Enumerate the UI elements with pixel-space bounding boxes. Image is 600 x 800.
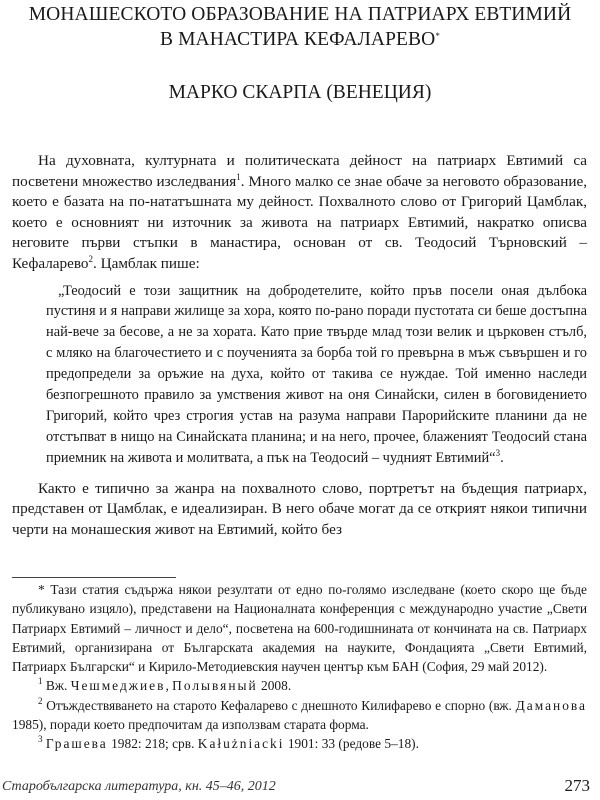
article-title <box>0 2 600 52</box>
body-paragraph-2: Както е типично за жанра на похвалното слово, портретът на бъдещия патриарх, представен от Цамблак, е идеализиран. В него обаче могат да се открият някои типични черти на монашеския живот на Евтимий, който без <box>12 479 587 538</box>
title-line-2-text: В МАНАСТИРА КЕФАЛАРЕВО <box>160 29 436 50</box>
title-line-1: МОНАШЕСКОТО ОБРАЗОВАНИЕ НА ПАТРИАРХ ЕВТИМИЙ <box>28 4 572 25</box>
footnote-star: * Тази статия съдържа някои резултати от едно по-голямо изследване (което скоро ще бъде публикувано изцяло), представени на Националната конференция с международно участие „Свети Патриарх Евтимий – личност и дело“, посветена на 600-годишнината от кончината на св. Патриарх Евтимий, организирана от Българската академия на науките, Фондацията „Свети Евтимий, Патриарх Български“ и Кирило-Методиевския научен център към БАН (София, 29 май 2012). <box>12 582 587 675</box>
cited-author: Полывяный <box>172 678 258 694</box>
title-line-2 <box>0 27 600 52</box>
quote-text: „Теодосий е този защитник на добродетелите, който пръв посели оная дълбока пустиня и я направи жилище за хора, която по-рано поради пустотата си беше достъпна най-вече за бесове, а не за хората. Като прие твърде млад този велик и църковен стълб, с мляко на благочестието и с поученията за борба той го превърна в мъж съвършен и го предопредели за оръжие на духа, който от такива се нуждае. Той именно наследи безпогрешното правило за умствения живот на оня Синайски, силен в боговидението Григорий, който чрез строгия устав на разума направи Парорийските планини да не отстъпват в нищо на Синайската планина; и на него, прочее, блаженият Теодосий стана приемник на живота и молитвата, а пък на Теодосий – чудният Евтимий“ <box>46 282 587 466</box>
article-author: МАРКО СКАРПА (ВЕНЕЦИЯ) <box>168 82 432 103</box>
footnotes <box>12 580 587 754</box>
footnote-ref-3[interactable]: 3 <box>495 447 501 458</box>
quote-end: . <box>500 449 504 466</box>
title-note-mark[interactable]: * <box>435 31 440 41</box>
article-body <box>12 151 587 541</box>
footnote-3 <box>12 734 587 753</box>
footnote-text: 2008. <box>261 678 292 694</box>
footnote-text: Вж. <box>45 678 68 694</box>
footnote-1: $^1$ Вж. Чешмеджиев, Полывяный 2008. <box>38 676 292 694</box>
footnote-text: 1982: 218; срв. <box>111 736 195 752</box>
footnote-2 <box>12 696 587 735</box>
body-text: На духовната, културната и политическата дейност на патриарх Евтимий са посветени множество изследвания <box>12 152 587 190</box>
block-quote <box>12 281 587 469</box>
footnote-ref-2[interactable]: 2 <box>88 253 94 264</box>
cited-author: Даманова <box>515 697 587 713</box>
body-text: . Цамблак пише: <box>93 254 200 272</box>
body-paragraph-1 <box>12 151 587 275</box>
journal-name: Старобългарска литература, кн. 45–46, 2012 <box>2 779 276 794</box>
cited-author: Kałużniacki <box>197 736 285 752</box>
cited-author: Чешмеджиев <box>70 678 166 694</box>
page-number: 273 <box>564 776 590 795</box>
footnote-ref-1[interactable]: 1 <box>236 171 241 182</box>
cited-author: Грашева <box>45 736 108 752</box>
footnote-number: 2 <box>38 695 43 706</box>
footnote-text: 1985), поради което предпочитам да използвам старата форма. <box>12 717 369 733</box>
footnote-divider <box>12 577 176 578</box>
footnote-text: 1901: 33 (редове 5–18). <box>287 736 419 752</box>
body-text: . Много малко се знае обаче за неговото образование, което е базата на по-нататъшната му дейност. Похвалното слово от Григорий Цамблак, което е основният ни източник за живота на патриарх Евтимий, накратко описва неговите първи стъпки в манастира, основан от св. Теодосий Търновский – Кефаларево <box>12 172 588 272</box>
footnote-text: Отъждествяването на старото Кефаларево с днешното Килифарево е спорно (вж. <box>46 697 512 713</box>
footnote-number: 3 <box>38 734 43 745</box>
footnote-number: 1 <box>38 676 43 687</box>
